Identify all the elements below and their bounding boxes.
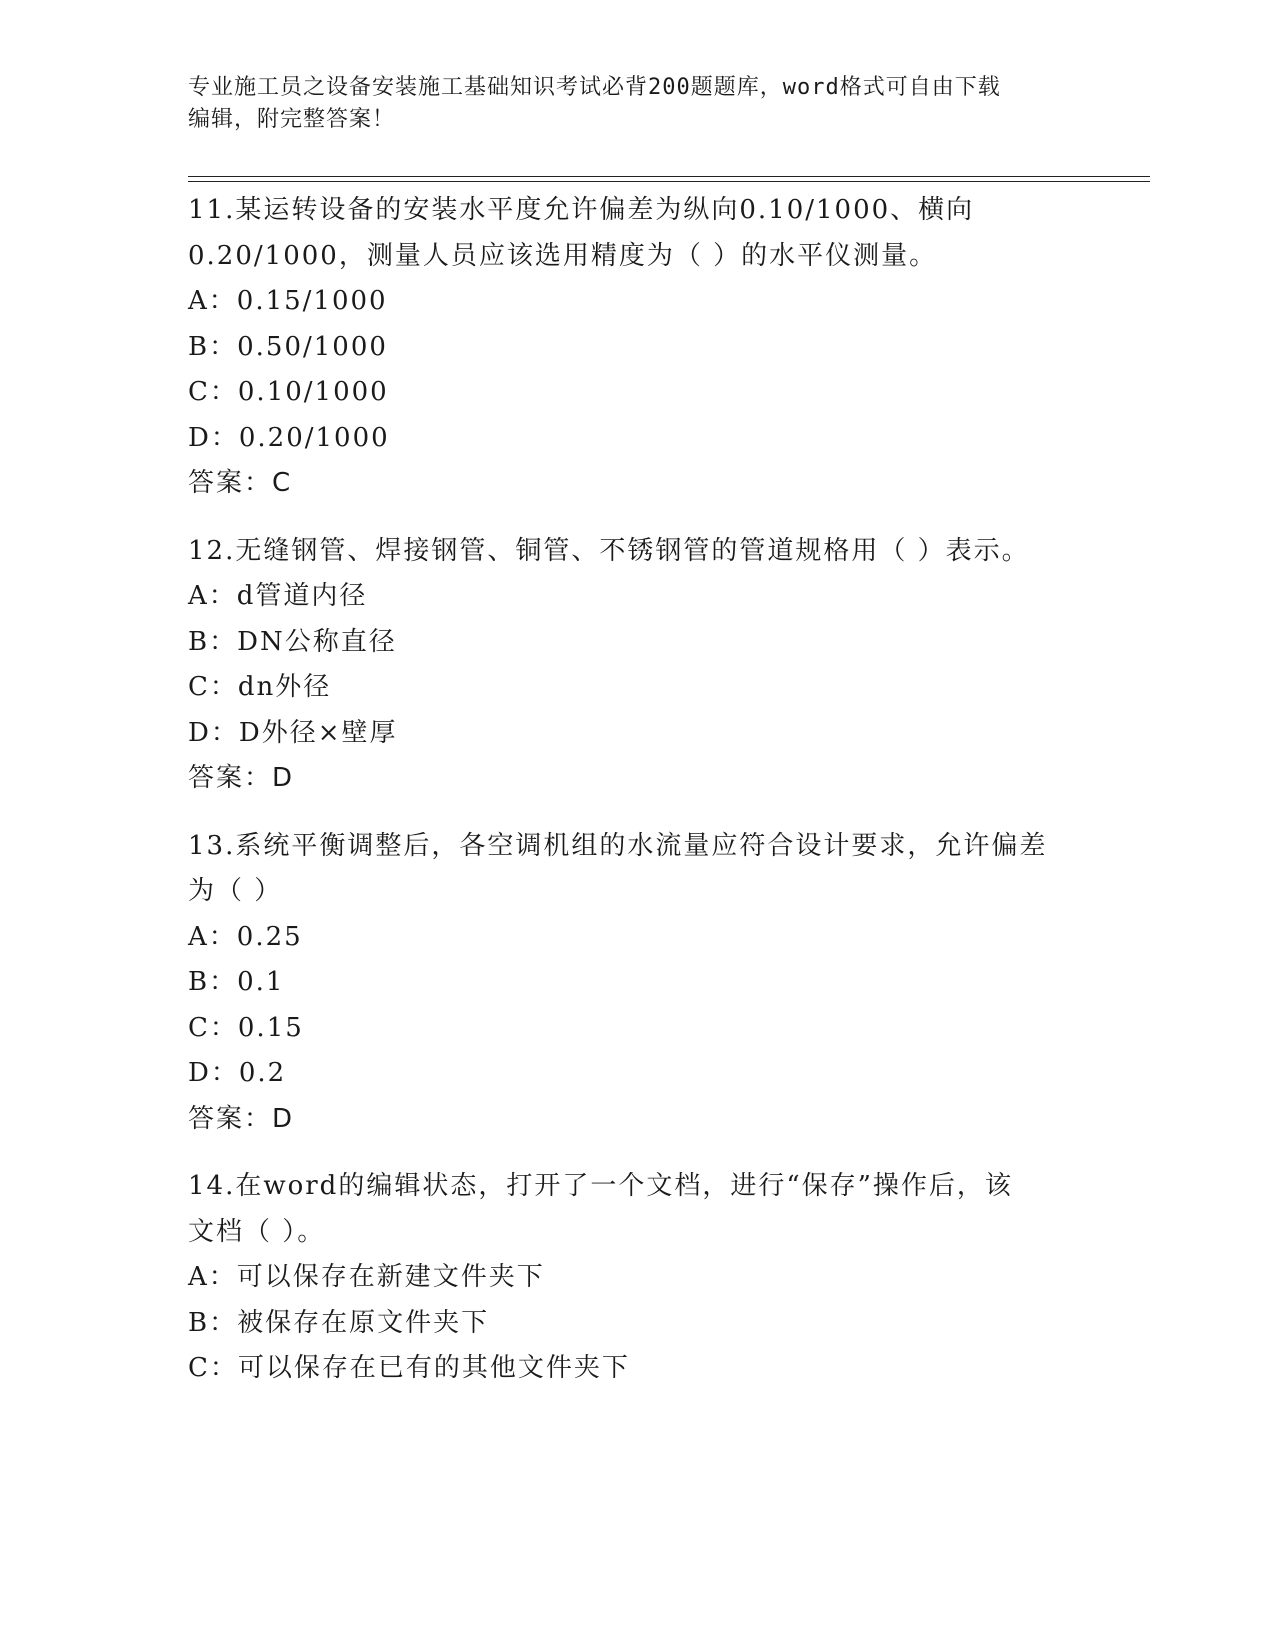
answer: 答案：D	[188, 763, 295, 793]
option-c: C：可以保存在已有的其他文件夹下	[188, 1353, 630, 1383]
answer: 答案：C	[188, 468, 293, 498]
header-rule-bottom	[188, 181, 1150, 182]
question-stem: 0.20/1000，测量人员应该选用精度为（ ）的水平仪测量。	[188, 240, 938, 271]
option-c: C：dn外径	[188, 672, 332, 702]
option-a: A：d管道内径	[188, 581, 368, 611]
question-list	[188, 188, 1088, 1414]
option-d: D：0.20/1000	[188, 422, 390, 453]
option-a: A：0.15/1000	[188, 286, 388, 316]
header-line-2: 编辑，附完整答案！	[188, 107, 396, 132]
question-stem: 13.系统平衡调整后，各空调机组的水流量应符合设计要求，允许偏差	[188, 830, 1048, 861]
question-13	[188, 824, 1088, 1143]
header-line-1: 专业施工员之设备安装施工基础知识考试必背200题题库，word格式可自由下载	[188, 75, 1001, 100]
option-b: B：DN公称直径	[188, 626, 397, 657]
question-12	[188, 529, 1088, 802]
option-b: B：0.50/1000	[188, 331, 388, 362]
answer: 答案：D	[188, 1103, 295, 1134]
header-rule-top	[188, 176, 1150, 177]
option-c: C：0.10/1000	[188, 377, 389, 407]
question-stem: 12.无缝钢管、焊接钢管、铜管、不锈钢管的管道规格用（ ）表示。	[188, 535, 1030, 566]
option-b: B：被保存在原文件夹下	[188, 1307, 490, 1338]
question-stem: 14.在word的编辑状态，打开了一个文档，进行“保存”操作后，该	[188, 1171, 1013, 1201]
option-d: D：0.2	[188, 1058, 287, 1088]
question-14	[188, 1164, 1088, 1392]
option-a: A：0.25	[188, 921, 303, 952]
option-d: D：D外径×壁厚	[188, 717, 398, 748]
question-stem: 11.某运转设备的安装水平度允许偏差为纵向0.10/1000、横向	[188, 195, 975, 225]
option-b: B：0.1	[188, 967, 285, 997]
question-11	[188, 188, 1088, 507]
question-stem: 为（ ）	[188, 876, 283, 906]
option-c: C：0.15	[188, 1012, 304, 1043]
question-stem: 文档（ ）。	[188, 1216, 326, 1247]
option-a: A：可以保存在新建文件夹下	[188, 1262, 545, 1292]
document-header	[188, 72, 1088, 136]
